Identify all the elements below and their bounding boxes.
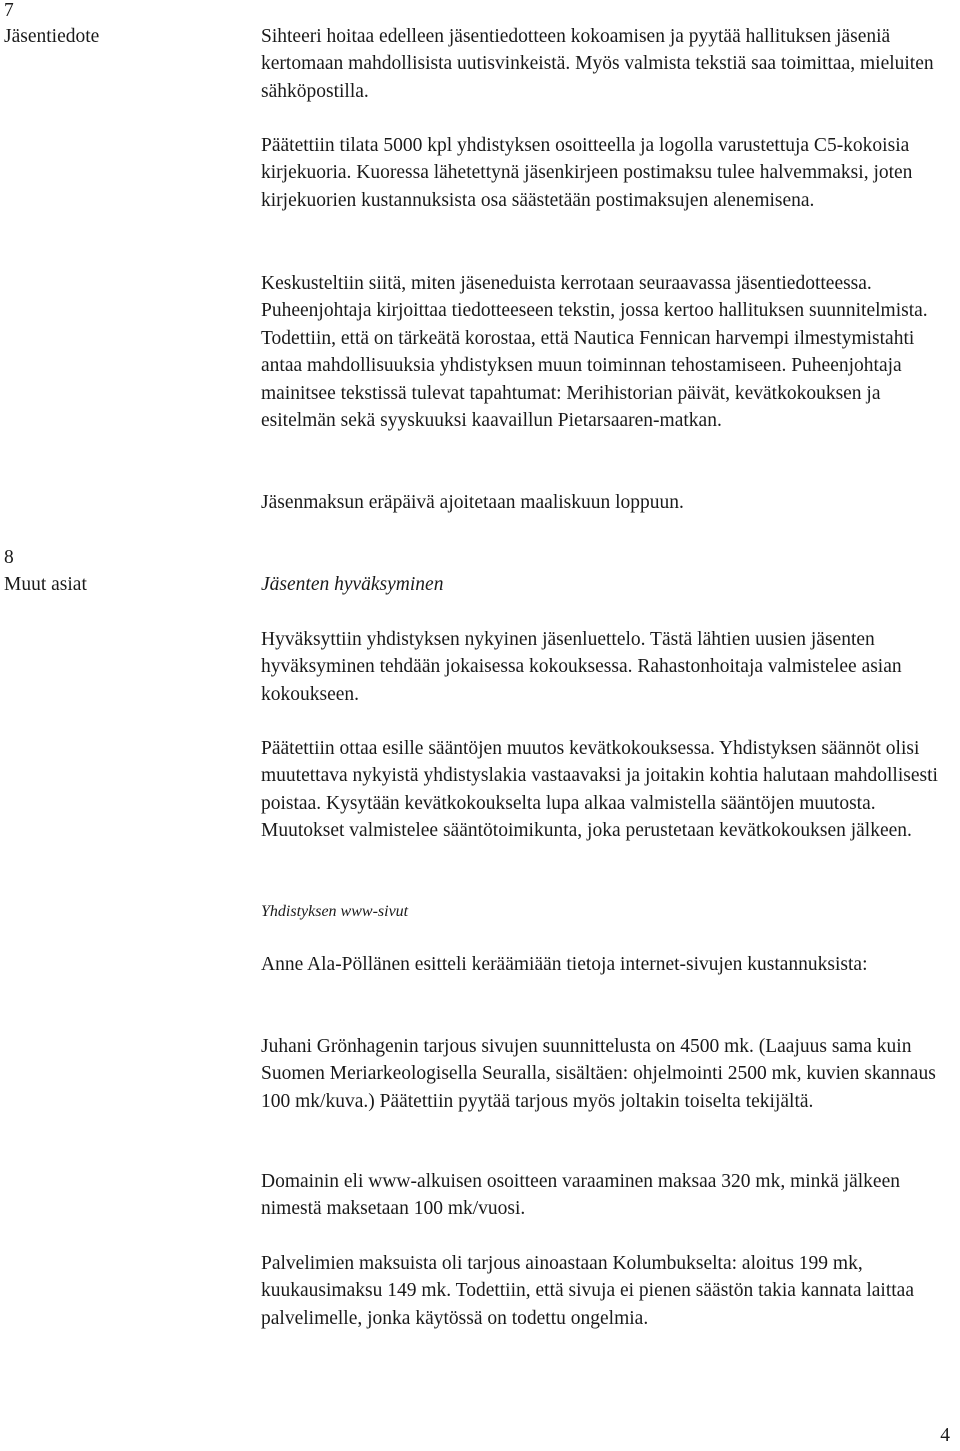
section-7-paragraph-1: Sihteeri hoitaa edelleen jäsentiedotteen kokoamisen ja pyytää hallituksen jäseniä kertomaan mahdollisista uutisvinkeistä. Myös valmista tekstiä saa toimittaa, mieluiten sähköpostilla. <box>261 26 934 102</box>
subheading-member-approval: Jäsenten hyväksyminen <box>261 574 444 595</box>
section-8-paragraph-5: Domainin eli www-alkuisen osoitteen varaaminen maksaa 320 mk, minkä jälkeen nimestä maksetaan 100 mk/vuosi. <box>261 1171 900 1220</box>
section-8-title: Muut asiat <box>4 574 87 595</box>
section-7-paragraph-3: Keskusteltiin siitä, miten jäseneduista kerrotaan seuraavassa jäsentiedotteessa. Puheenjohtaja kirjoittaa tiedotteeseen tekstin, jossa kertoo hallituksen suunnitelmista. Todettiin, että on tärkeätä korostaa, että Nautica Fennican harvempi ilmestymistahti antaa mahdollisuuksia yhdistyksen muun toiminnan tehostamiseen. Puheenjohtaja mainitsee tekstissä tulevat tapahtumat: Merihistorian päivät, kevätkokouksen ja esitelmän sekä syyskuuksi kaavaillun Pietarsaaren-matkan. <box>261 273 928 432</box>
page-number: 4 <box>940 1424 950 1446</box>
section-7-paragraph-4: Jäsenmaksun eräpäivä ajoitetaan maaliskuun loppuun. <box>261 492 684 513</box>
section-8-paragraph-6: Palvelimien maksuista oli tarjous ainoastaan Kolumbukselta: aloitus 199 mk, kuukausimaksu 149 mk. Todettiin, että sivuja ei pienen säästön takia kannata laittaa palvelimelle, jonka käytössä on todettu ongelmia. <box>261 1253 914 1329</box>
subheading-www-pages: Yhdistyksen www-sivut <box>261 903 409 920</box>
section-7-paragraph-2: Päätettiin tilata 5000 kpl yhdistyksen osoitteella ja logolla varustettuja C5-kokoisia kirjekuoria. Kuoressa lähetettynä jäsenkirjeen postimaksu tulee halvemmaksi, joten kirjekuorien kustannuksista osa säästetään postimaksujen alenemisena. <box>261 135 913 211</box>
section-8-number: 8 <box>4 547 14 568</box>
section-7-number: 7 <box>4 0 14 21</box>
section-8-paragraph-3: Anne Ala-Pöllänen esitteli keräämiään tietoja internet-sivujen kustannuksista: <box>261 954 868 975</box>
section-8-paragraph-2: Päätettiin ottaa esille sääntöjen muutos kevätkokouksessa. Yhdistyksen säännöt olisi muutettava nykyistä yhdistyslakia vastaavaksi ja joitakin kohtia halutaan mahdollisesti poistaa. Kysytään kevätkokoukselta lupa alkaa valmistella sääntöjen muutosta. Muutokset valmistelee sääntötoimikunta, joka perustetaan kevätkokouksen jälkeen. <box>261 738 938 842</box>
section-7-title: Jäsentiedote <box>4 26 100 47</box>
section-8-paragraph-4: Juhani Grönhagenin tarjous sivujen suunnittelusta on 4500 mk. (Laajuus sama kuin Suomen Meriarkeologisella Seuralla, sisältäen: ohjelmointi 2500 mk, kuvien skannaus 100 mk/kuva.) Päätettiin pyytää tarjous myös joltakin toiselta tekijältä. <box>261 1036 936 1112</box>
section-8-paragraph-1: Hyväksyttiin yhdistyksen nykyinen jäsenluettelo. Tästä lähtien uusien jäsenten hyväksyminen tehdään jokaisessa kokouksessa. Rahastonhoitaja valmistelee asian kokoukseen. <box>261 629 902 705</box>
